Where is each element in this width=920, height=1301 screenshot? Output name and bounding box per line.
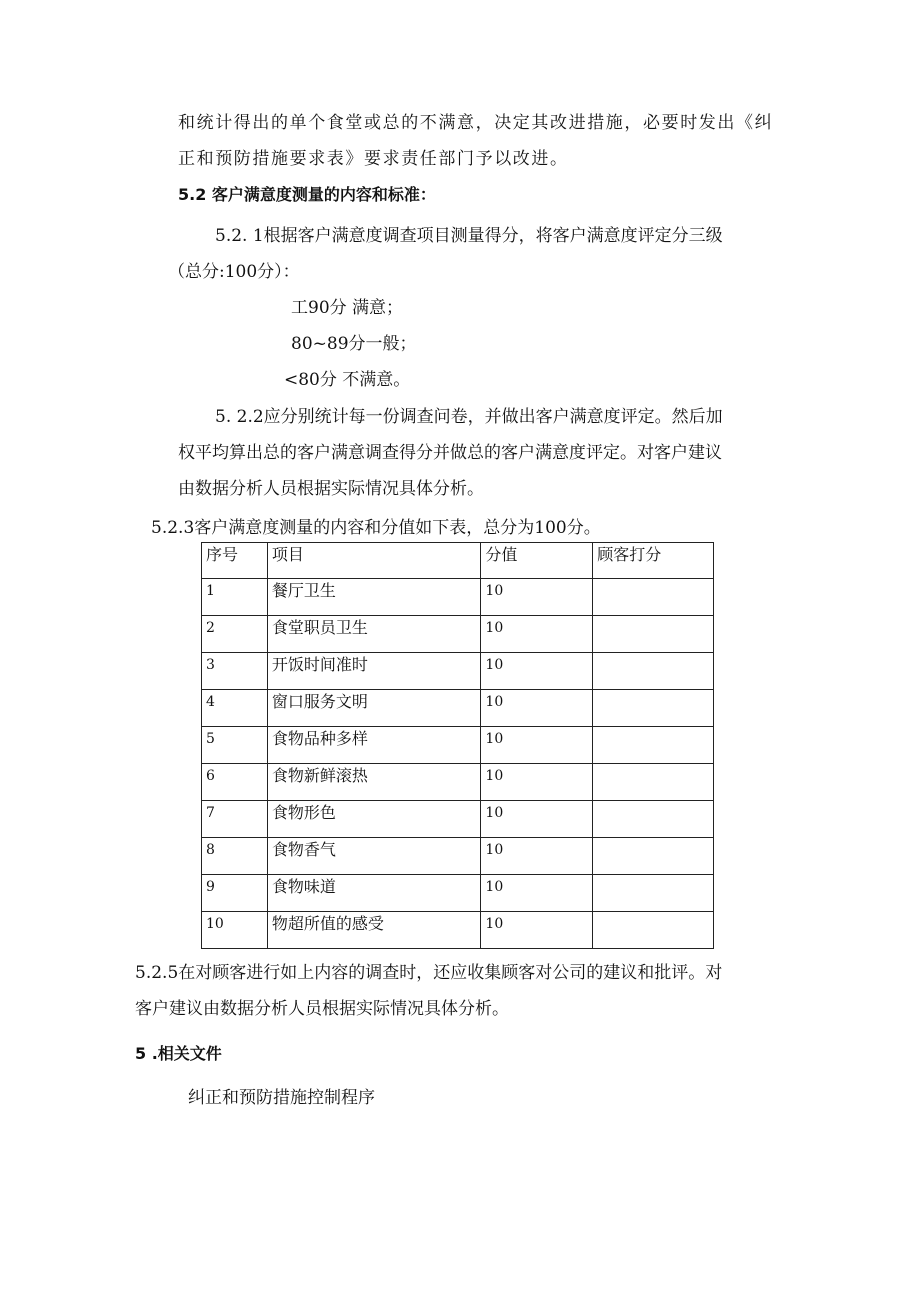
paragraph-line: 5.2. 1根据客户满意度调查项目测量得分，将客户满意度评定分三级 [215, 226, 723, 246]
cell-no: 1 [202, 579, 268, 616]
paragraph-line: 和统计得出的单个食堂或总的不满意，决定其改进措施，必要时发出《纠 [178, 113, 774, 133]
table-row [202, 838, 714, 875]
cell-score: 10 [481, 616, 593, 653]
cell-customer [593, 727, 714, 764]
cell-no: 10 [202, 912, 268, 949]
cell-no: 3 [202, 653, 268, 690]
cell-no: 5 [202, 727, 268, 764]
paragraph-line: 正和预防措施要求表》要求责任部门予以改进。 [178, 149, 569, 169]
cell-item: 窗口服务文明 [267, 690, 481, 727]
cell-customer [593, 579, 714, 616]
paragraph-line: 5. 2.2应分别统计每一份调查问卷，并做出客户满意度评定。然后加 [215, 407, 723, 427]
cell-item: 食物品种多样 [267, 727, 481, 764]
paragraph-line: 权平均算出总的客户满意调查得分并做总的客户满意度评定。对客户建议 [178, 443, 722, 463]
paragraph-line: 5.2.5在对顾客进行如上内容的调查时，还应收集顾客对公司的建议和批评。对 [135, 963, 723, 983]
cell-score: 10 [481, 727, 593, 764]
table-row [202, 875, 714, 912]
cell-score: 10 [481, 801, 593, 838]
cell-customer [593, 690, 714, 727]
cell-item: 食物新鲜滚热 [267, 764, 481, 801]
cell-score: 10 [481, 838, 593, 875]
cell-customer [593, 764, 714, 801]
cell-score: 10 [481, 764, 593, 801]
cell-no: 4 [202, 690, 268, 727]
grade-level-unsatisfied: <80分 不满意。 [284, 370, 411, 390]
table-caption: 5.2.3客户满意度测量的内容和分值如下表，总分为100分。 [151, 518, 601, 538]
cell-item: 食物形色 [267, 801, 481, 838]
cell-customer [593, 616, 714, 653]
grade-level-average: 80~89分一般； [291, 334, 417, 354]
paragraph-line: 客户建议由数据分析人员根据实际情况具体分析。 [135, 999, 509, 1019]
col-header-customer: 顾客打分 [593, 543, 714, 579]
paragraph-line: （总分:100分）： [168, 262, 300, 282]
col-header-score: 分值 [481, 543, 593, 579]
col-header-no: 序号 [202, 543, 268, 579]
paragraph-line: 由数据分析人员根据实际情况具体分析。 [178, 479, 484, 499]
cell-no: 7 [202, 801, 268, 838]
table-row [202, 579, 714, 616]
cell-item: 食物香气 [267, 838, 481, 875]
cell-no: 6 [202, 764, 268, 801]
table-row [202, 653, 714, 690]
cell-no: 2 [202, 616, 268, 653]
cell-no: 9 [202, 875, 268, 912]
table-row [202, 801, 714, 838]
cell-customer [593, 912, 714, 949]
cell-customer [593, 653, 714, 690]
cell-score: 10 [481, 875, 593, 912]
grade-level-satisfied: 工90分 满意； [291, 298, 404, 318]
cell-customer [593, 875, 714, 912]
table-header-row [202, 543, 714, 579]
section-heading-5-2: 5.2 客户满意度测量的内容和标准： [178, 185, 436, 204]
table-row [202, 764, 714, 801]
cell-item: 物超所值的感受 [267, 912, 481, 949]
table-row [202, 912, 714, 949]
col-header-item: 项目 [267, 543, 481, 579]
cell-score: 10 [481, 653, 593, 690]
cell-customer [593, 801, 714, 838]
table-row [202, 616, 714, 653]
table-row [202, 690, 714, 727]
cell-item: 餐厅卫生 [267, 579, 481, 616]
cell-customer [593, 838, 714, 875]
cell-score: 10 [481, 690, 593, 727]
cell-score: 10 [481, 579, 593, 616]
cell-item: 食物味道 [267, 875, 481, 912]
cell-item: 食堂职员卫生 [267, 616, 481, 653]
table-row [202, 727, 714, 764]
section-heading-related-docs: 5 .相关文件 [135, 1044, 222, 1063]
related-doc-item: 纠正和预防措施控制程序 [188, 1088, 375, 1108]
score-table [201, 542, 714, 949]
cell-score: 10 [481, 912, 593, 949]
cell-no: 8 [202, 838, 268, 875]
cell-item: 开饭时间准时 [267, 653, 481, 690]
